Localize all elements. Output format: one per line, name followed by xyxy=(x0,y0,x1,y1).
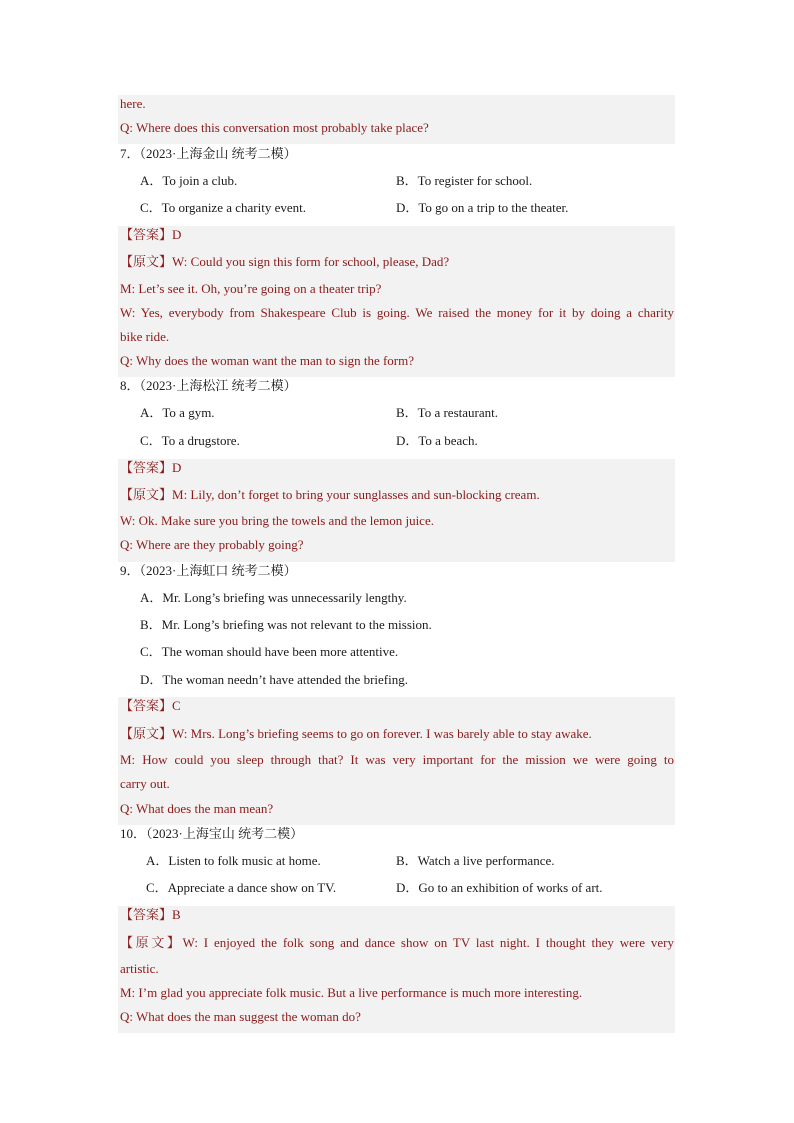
script-text: M: Lily, don’t forget to bring your sunglasses and sun-blocking cream. xyxy=(172,487,540,502)
q7-script-line-3: W: Yes, everybody from Shakespeare Club is going. We raised the money for it by doing a charity xyxy=(120,305,674,320)
q9-option-d: D．The woman needn’t have attended the briefing. xyxy=(140,672,408,687)
q8-question-line: Q: Where are they probably going? xyxy=(120,537,304,552)
q7-option-b: B．To register for school. xyxy=(396,173,533,188)
q10-question-line: Q: What does the man suggest the woman do? xyxy=(120,1009,361,1024)
q9-option-a: A．Mr. Long’s briefing was unnecessarily lengthy. xyxy=(140,590,407,605)
q7-header: 7．（2023·上海金山 统考二模） xyxy=(120,146,297,161)
q10-script-line-3: M: I’m glad you appreciate folk music. But a live performance is much more interesting. xyxy=(120,985,583,1000)
q9-header: 9．（2023·上海虹口 统考二模） xyxy=(120,563,297,578)
q7-answer-line xyxy=(120,226,181,244)
q10-option-d: D．Go to an exhibition of works of art. xyxy=(396,880,603,895)
q10-header: 10．（2023·上海宝山 统考二模） xyxy=(120,826,304,841)
q9-option-c: C．The woman should have been more attentive. xyxy=(140,644,399,659)
q7-question-line: Q: Why does the woman want the man to sign the form? xyxy=(120,353,415,368)
q7-option-d: D．To go on a trip to the theater. xyxy=(396,200,569,215)
answer-value: D xyxy=(172,227,182,242)
q9-option-b: B．Mr. Long’s briefing was not relevant to the mission. xyxy=(140,617,432,632)
q8-answer-line xyxy=(120,459,181,477)
answer-tag: 【答案】 xyxy=(120,907,173,922)
q7-script-line-1 xyxy=(120,253,449,271)
q8-script-line-2: W: Ok. Make sure you bring the towels and the lemon juice. xyxy=(120,513,434,528)
script-text: W: I enjoyed the folk song and dance show on TV last night. I thought they were very xyxy=(182,935,674,950)
answer-value: D xyxy=(172,460,182,475)
q9-script-line-3: carry out. xyxy=(120,776,170,791)
script-text: W: Mrs. Long’s briefing seems to go on forever. I was barely able to stay awake. xyxy=(172,726,592,741)
q8-script-line-1 xyxy=(120,486,540,504)
q10-answer-line xyxy=(120,906,181,924)
answer-tag: 【答案】 xyxy=(120,460,173,475)
q8-header: 8．（2023·上海松江 统考二模） xyxy=(120,378,297,393)
q8-option-c: C．To a drugstore. xyxy=(140,433,240,448)
script-tag: 【原文】 xyxy=(120,935,183,950)
answer-tag: 【答案】 xyxy=(120,227,173,242)
q8-option-a: A．To a gym. xyxy=(140,405,215,420)
script-tag: 【原文】 xyxy=(120,726,173,741)
answer-value: B xyxy=(172,907,181,922)
q6-question-line: Q: Where does this conversation most probably take place? xyxy=(120,120,429,135)
q10-script-line-2: artistic. xyxy=(120,961,159,976)
q10-option-a: A．Listen to folk music at home. xyxy=(146,853,321,868)
q10-script-line-1 xyxy=(120,934,674,952)
q7-option-a: A．To join a club. xyxy=(140,173,238,188)
q10-option-c: C．Appreciate a dance show on TV. xyxy=(146,880,337,895)
q7-script-line-4: bike ride. xyxy=(120,329,170,344)
q9-question-line: Q: What does the man mean? xyxy=(120,801,274,816)
q9-script-line-2: M: How could you sleep through that? It was very important for the mission we were going to xyxy=(120,752,674,767)
q6-script-line: here. xyxy=(120,96,146,111)
answer-tag: 【答案】 xyxy=(120,698,173,713)
q9-script-line-1 xyxy=(120,725,592,743)
q9-answer-line xyxy=(120,697,181,715)
q7-option-c: C．To organize a charity event. xyxy=(140,200,306,215)
q7-script-line-2: M: Let’s see it. Oh, you’re going on a theater trip? xyxy=(120,281,382,296)
q8-option-b: B．To a restaurant. xyxy=(396,405,498,420)
script-text: W: Could you sign this form for school, please, Dad? xyxy=(172,254,450,269)
q8-option-d: D．To a beach. xyxy=(396,433,478,448)
q10-option-b: B．Watch a live performance. xyxy=(396,853,555,868)
script-tag: 【原文】 xyxy=(120,487,173,502)
script-tag: 【原文】 xyxy=(120,254,173,269)
answer-value: C xyxy=(172,698,181,713)
